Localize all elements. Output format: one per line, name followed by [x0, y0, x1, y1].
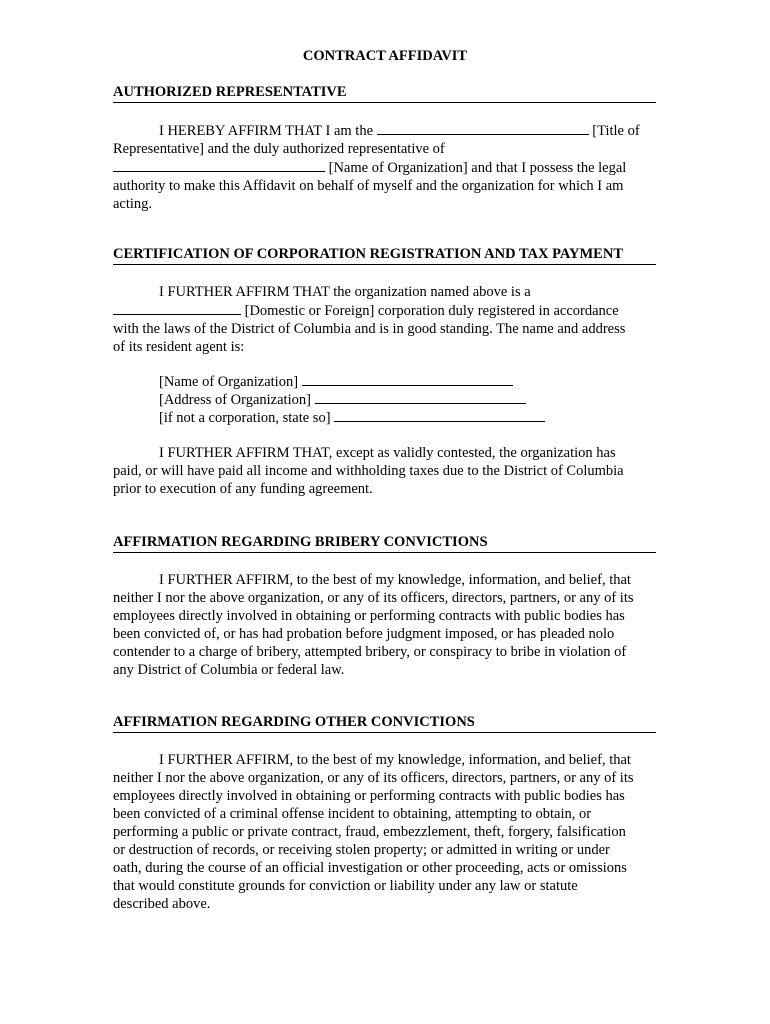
- authorized-representative-paragraph: [113, 121, 658, 213]
- agent-address-blank[interactable]: [315, 390, 526, 404]
- organization-label: [Name of Organization] and that I possess the legal: [325, 160, 627, 176]
- document-title: CONTRACT AFFIDAVIT: [302, 48, 468, 64]
- resident-agent-line: of its resident agent is:: [113, 339, 245, 355]
- other-convictions-line: oath, during the course of an official investigation or other proceeding, acts or omissions: [113, 860, 627, 876]
- other-convictions-line: described above.: [113, 896, 211, 912]
- heading-authorized-representative: AUTHORIZED REPRESENTATIVE: [113, 83, 656, 103]
- other-convictions-line: neither I nor the above organization, or any of its officers, directors, partners, or any of its: [113, 770, 634, 786]
- heading-other-convictions: AFFIRMATION REGARDING OTHER CONVICTIONS: [113, 713, 656, 733]
- heading-bribery-convictions: AFFIRMATION REGARDING BRIBERY CONVICTIONS: [113, 533, 656, 553]
- other-convictions-line: employees directly involved in obtaining or performing contracts with public bodies has: [113, 788, 625, 804]
- tax-paragraph: [113, 444, 658, 498]
- other-convictions-line: been convicted of a criminal offense incident to obtaining, attempting to obtain, or: [113, 806, 592, 822]
- tax-line-2: paid, or will have paid all income and withholding taxes due to the District of Columbia: [113, 463, 624, 479]
- other-convictions-line: or destruction of records, or receiving stolen property; or admitted in writing or under: [113, 842, 610, 858]
- bribery-line: any District of Columbia or federal law.: [113, 662, 345, 678]
- tax-line-1: I FURTHER AFFIRM THAT, except as validly contested, the organization has: [159, 445, 616, 461]
- agent-not-corp-blank[interactable]: [334, 408, 545, 422]
- other-convictions-paragraph: [113, 751, 658, 913]
- heading-corporation-registration: CERTIFICATION OF CORPORATION REGISTRATION AND TAX PAYMENT: [113, 245, 656, 265]
- affirm-text: I HEREBY AFFIRM THAT I am the: [159, 123, 377, 139]
- domestic-foreign-blank[interactable]: [113, 301, 241, 315]
- bribery-line: neither I nor the above organization, or any of its officers, directors, partners, or any of its: [113, 590, 634, 606]
- authority-line: authority to make this Affidavit on behalf of myself and the organization for which I am: [113, 178, 624, 194]
- laws-line: with the laws of the District of Columbia and is in good standing. The name and address: [113, 321, 626, 337]
- agent-address-row: [159, 390, 526, 409]
- further-affirm-line: I FURTHER AFFIRM THAT the organization named above is a: [159, 284, 531, 300]
- acting-line: acting.: [113, 196, 153, 212]
- title-label: [Title of: [588, 123, 640, 139]
- bribery-line: employees directly involved in obtaining or performing contracts with public bodies has: [113, 608, 625, 624]
- agent-name-row: [159, 372, 513, 391]
- agent-address-label: [Address of Organization]: [159, 392, 315, 408]
- bribery-paragraph: [113, 571, 658, 679]
- corporation-paragraph: [113, 283, 658, 356]
- tax-line-3: prior to execution of any funding agreement.: [113, 481, 373, 497]
- other-convictions-line: I FURTHER AFFIRM, to the best of my knowledge, information, and belief, that: [159, 752, 631, 768]
- bribery-line: I FURTHER AFFIRM, to the best of my knowledge, information, and belief, that: [159, 572, 631, 588]
- domestic-foreign-label: [Domestic or Foreign] corporation duly registered in accordance: [241, 303, 619, 319]
- other-convictions-line: performing a public or private contract, fraud, embezzlement, theft, forgery, falsification: [113, 824, 626, 840]
- agent-name-blank[interactable]: [302, 372, 513, 386]
- bribery-line: contender to a charge of bribery, attempted bribery, or conspiracy to bribe in violation of: [113, 644, 627, 660]
- title-of-representative-blank[interactable]: [377, 121, 589, 135]
- agent-not-corp-row: [159, 408, 545, 427]
- organization-name-blank[interactable]: [113, 158, 325, 172]
- bribery-line: been convicted of, or has had probation before judgment imposed, or has pleaded nolo: [113, 626, 615, 642]
- representative-line: Representative] and the duly authorized representative of: [113, 141, 445, 157]
- agent-not-corp-label: [if not a corporation, state so]: [159, 410, 335, 426]
- other-convictions-line: that would constitute grounds for conviction or liability under any law or statute: [113, 878, 578, 894]
- agent-name-label: [Name of Organization]: [159, 374, 302, 390]
